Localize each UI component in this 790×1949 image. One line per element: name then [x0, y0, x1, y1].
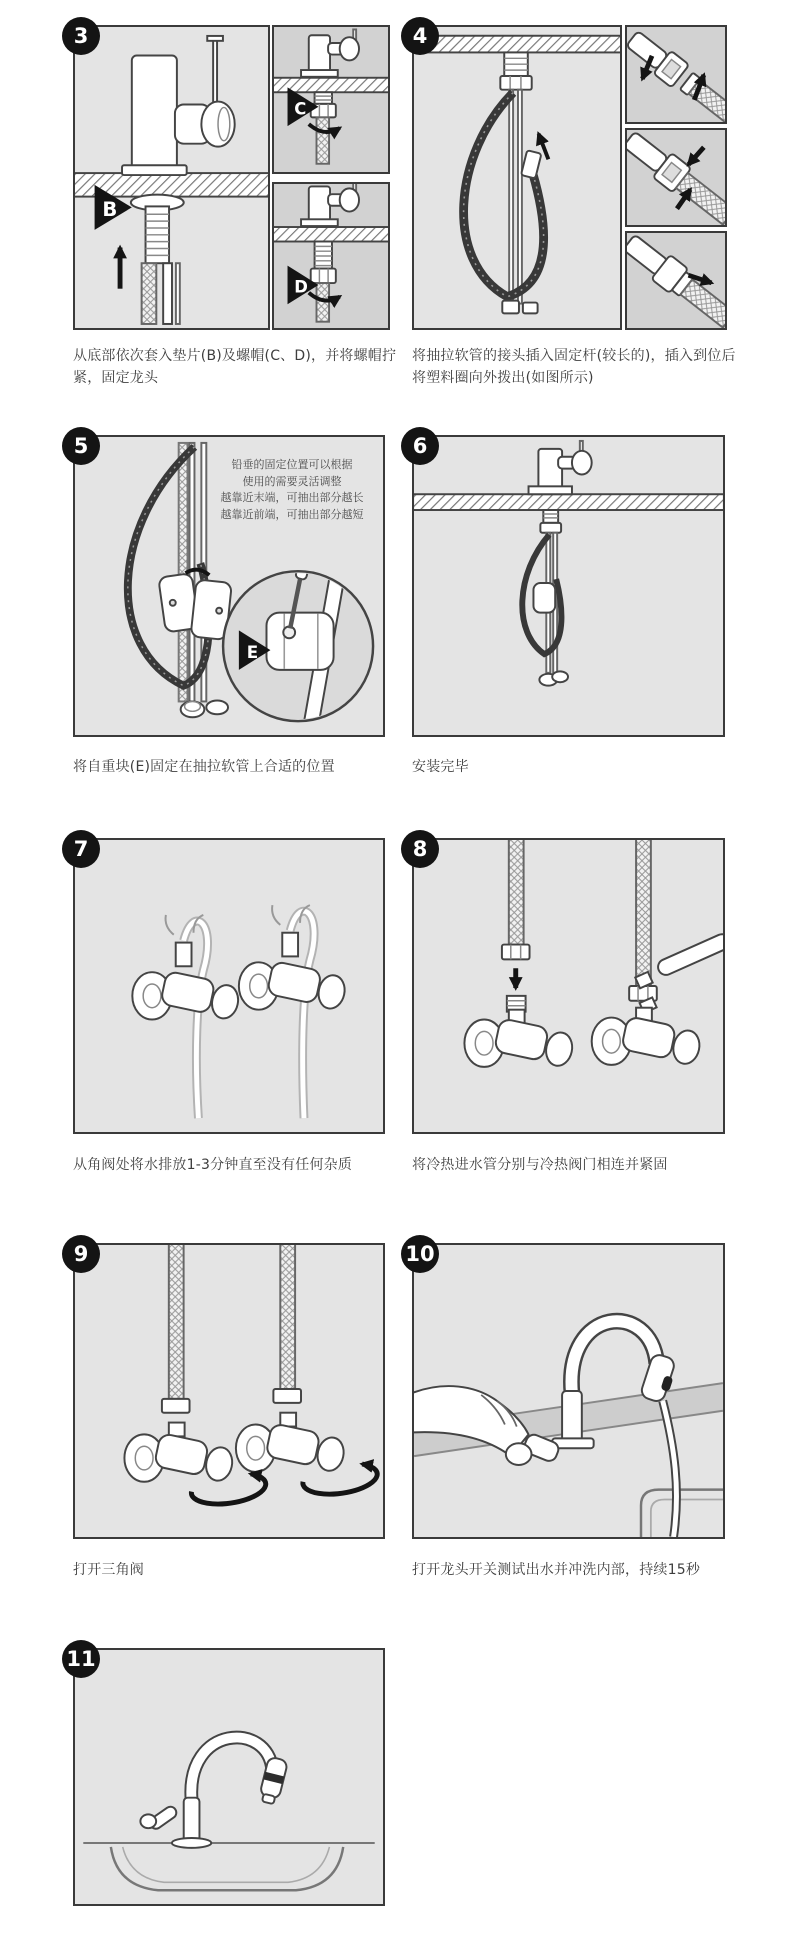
countertop-hatch	[414, 494, 723, 510]
step-11-number: 11	[66, 1647, 96, 1671]
supply-hose-left	[502, 840, 530, 1012]
step-6-badge	[401, 427, 439, 465]
svg-text:D: D	[294, 277, 308, 297]
step-6-illustration	[414, 437, 723, 735]
spray-head	[258, 1756, 288, 1805]
step-3-sub-panel-c	[272, 25, 390, 174]
step-4-sub-2-illustration	[627, 130, 725, 225]
shank-and-rods	[500, 52, 531, 303]
step-4-sub-panel-3	[625, 231, 727, 330]
step-4-illustration	[414, 27, 620, 328]
step-9-number: 9	[73, 1242, 89, 1266]
step-6-number: 6	[412, 434, 428, 458]
step-4-sub-1-illustration	[627, 27, 725, 122]
step-11-badge	[62, 1640, 100, 1678]
step-4-badge	[401, 17, 439, 55]
step-5-note	[203, 457, 381, 523]
faucet-mini	[529, 441, 592, 494]
faucet-handle	[140, 1804, 178, 1831]
step-4-sub-panel-1	[625, 25, 727, 124]
angle-valve-right	[236, 1413, 347, 1474]
step-7-panel	[73, 838, 385, 1134]
step-9-panel	[73, 1243, 385, 1539]
step-5-panel	[73, 435, 385, 737]
countertop-hatch	[414, 36, 620, 53]
step-3-caption: 从底部依次套入垫片(B)及螺帽(C、D)，并将螺帽拧紧，固定龙头	[73, 348, 397, 386]
hose-connector-joined	[627, 130, 725, 225]
angle-valve-right	[239, 905, 348, 1118]
rotate-arrow-icon	[191, 1474, 265, 1504]
step-4-sub-3-illustration	[627, 233, 725, 328]
step-3-sub-panel-d	[272, 182, 390, 330]
step-5-badge	[62, 427, 100, 465]
counter-and-sink	[83, 1843, 374, 1890]
step-5-caption: 将自重块(E)固定在抽拉软管上合适的位置	[73, 759, 335, 775]
countertop-hatch	[274, 227, 388, 241]
step-4-sub-panel-2	[625, 128, 727, 227]
note-line: 使用的需要灵活调整	[242, 474, 342, 488]
step-11-illustration	[75, 1650, 383, 1904]
detail-circle	[223, 553, 373, 731]
faucet-mini	[301, 184, 359, 226]
under-counter-shank	[131, 195, 184, 324]
svg-text:C: C	[294, 99, 307, 119]
angle-valve-left	[464, 1010, 575, 1069]
supply-hoses	[162, 1245, 301, 1413]
step-4-number: 4	[412, 24, 428, 48]
hanging-hoses	[128, 443, 209, 702]
angle-valve-left	[132, 915, 241, 1118]
nut-d	[311, 242, 336, 322]
step-3-sub-d-illustration	[274, 184, 388, 328]
step-4-main-panel	[412, 25, 622, 330]
step-10-illustration	[414, 1245, 723, 1537]
step-7-caption: 从角阀处将水排放1-3分钟直至没有任何杂质	[73, 1157, 353, 1173]
step-9-caption: 打开三角阀	[73, 1562, 144, 1578]
step-8-number: 8	[412, 837, 428, 861]
step-6-panel	[412, 435, 725, 737]
step-3-illustration	[75, 27, 268, 328]
step-10-caption: 打开龙头开关测试出水并冲洗内部，持续15秒	[412, 1562, 701, 1578]
step-3-main-panel	[73, 25, 270, 330]
step-10-panel	[412, 1243, 725, 1539]
step-6-caption: 安装完毕	[412, 759, 469, 775]
pullout-hose	[464, 93, 544, 297]
step-8-badge	[401, 830, 439, 868]
step-7-badge	[62, 830, 100, 868]
step-10-number: 10	[405, 1242, 435, 1266]
push-arrow-icon	[688, 147, 703, 164]
step-3-number: 3	[73, 24, 89, 48]
note-line: 越靠近末端，可抽出部分越长	[220, 491, 364, 504]
faucet	[140, 1738, 288, 1848]
step-10-badge	[401, 1235, 439, 1273]
step-9-badge	[62, 1235, 100, 1273]
svg-text:B: B	[102, 198, 118, 222]
step-4-caption: 将抽拉软管的接头插入固定杆(较长的)，插入到位后将塑料圈向外拨出(如图所示)	[412, 348, 736, 386]
weight-block	[533, 583, 555, 613]
faucet-mini	[301, 29, 359, 76]
faucet-body	[122, 36, 235, 175]
step-11-panel	[73, 1648, 385, 1906]
svg-text:E: E	[246, 642, 259, 663]
step-8-panel	[412, 838, 725, 1134]
step-3-sub-c-illustration	[274, 27, 388, 172]
under-counter-assembly	[522, 510, 568, 686]
rotate-arrow-icon	[303, 1464, 377, 1494]
step-7-illustration	[75, 840, 383, 1132]
step-3-badge	[62, 17, 100, 55]
step-9-illustration	[75, 1245, 383, 1537]
faucet	[552, 1321, 679, 1537]
note-line: 铅垂的固定位置可以根据	[231, 458, 353, 471]
note-line: 越靠近前端，可抽出部分越短	[220, 507, 364, 521]
hose-end-nuts	[181, 700, 228, 717]
step-8-illustration	[414, 840, 723, 1132]
angle-valve-left	[124, 1423, 235, 1484]
angle-valve-right	[592, 1008, 703, 1067]
step-5-number: 5	[73, 434, 89, 458]
step-8-caption: 将冷热进水管分别与冷热阀门相连并紧固	[412, 1157, 668, 1173]
step-7-number: 7	[73, 837, 89, 861]
